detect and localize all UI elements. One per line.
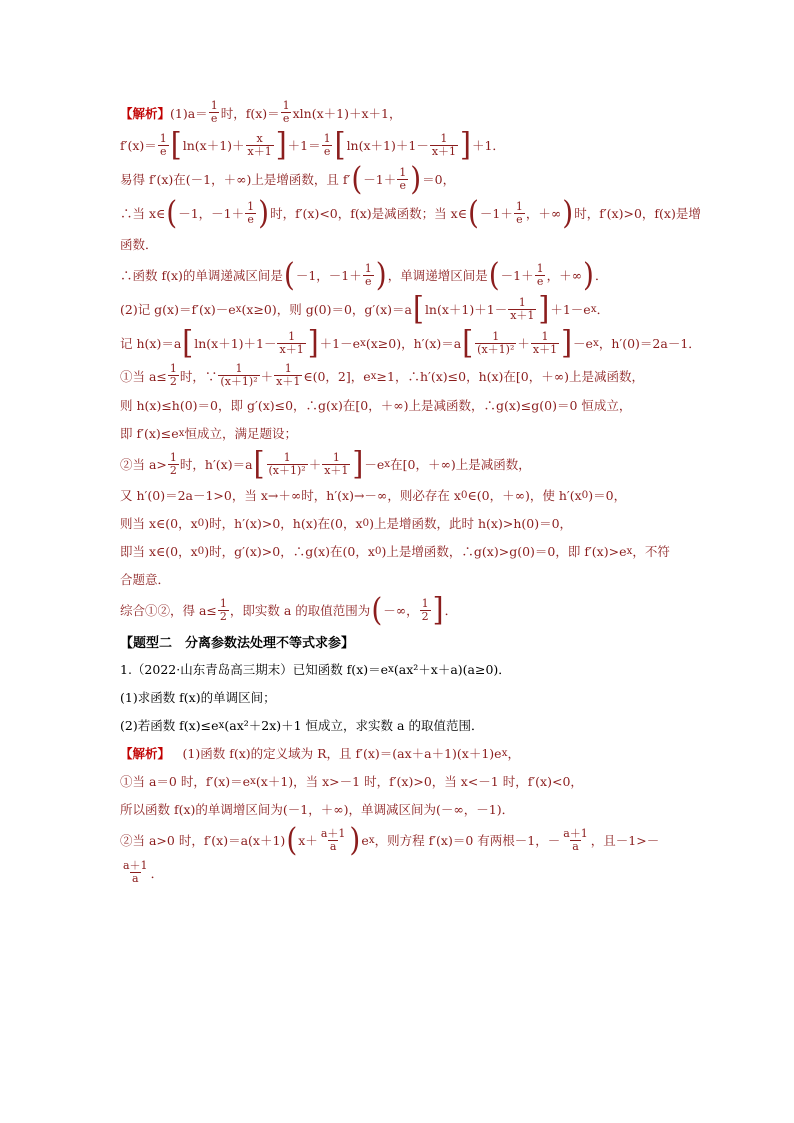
text: 易得 f′(x)在(－1，＋∞)上是增函数，且 f′ bbox=[120, 172, 351, 188]
superscript: x bbox=[218, 719, 225, 732]
fraction: $\frac{1}{e}$ bbox=[323, 131, 331, 158]
text: ∈(0，2]，e bbox=[303, 368, 371, 384]
text: ≥1，∴h′(x)≤0，h(x)在[0，＋∞)上是减函数， bbox=[376, 368, 645, 384]
superscript: x bbox=[359, 337, 366, 350]
text-line: ∴函数 f(x)的单调递减区间是 ( －1，－1＋ $\frac{1}{e}$ ) ，单调递增区间是 ( －1＋ $\frac{1}{e}$ ，＋∞ ) ． bbox=[120, 255, 608, 294]
text: )上是增函数，∴g(x)>g(0)＝0，即 f′(x)>e bbox=[381, 544, 627, 560]
text: ＋1－e bbox=[550, 302, 591, 318]
text: ，＋∞ bbox=[546, 268, 583, 284]
text-line bbox=[120, 540, 680, 562]
fraction: $\frac{1}{x+1}$ bbox=[532, 329, 558, 356]
text: (2)记 g(x)＝f′(x)－e bbox=[120, 302, 236, 318]
text-line bbox=[120, 100, 680, 125]
text: 恒成立，满足题设； bbox=[184, 426, 298, 442]
text: ②当 a>0 时，f′(x)＝a(x＋1) bbox=[120, 833, 286, 849]
question-line bbox=[120, 714, 680, 736]
fraction: $\frac{1}{\text{(x＋1)²}}$ bbox=[477, 329, 515, 356]
superscript: x bbox=[384, 458, 391, 471]
text: (ax²＋x＋a)(a≥0)． bbox=[393, 662, 511, 678]
text: 时，f′(x)<0，f(x)是减函数；当 x∈ bbox=[270, 206, 467, 222]
fraction: $\frac{1}{2}$ bbox=[219, 596, 227, 623]
fraction: $\frac{a+1}{a}$ bbox=[320, 826, 346, 853]
text: ∴当 x∈ bbox=[120, 206, 166, 222]
fraction: $\frac{1}{e}$ bbox=[159, 131, 167, 158]
text: ，h′(0)＝2a－1． bbox=[598, 336, 701, 352]
text-line bbox=[120, 394, 680, 416]
text-line bbox=[120, 770, 680, 792]
text-line bbox=[120, 422, 680, 444]
text-line bbox=[120, 484, 680, 506]
fraction: $\frac{1}{x+1}$ bbox=[276, 362, 301, 389]
text: －∞， bbox=[383, 603, 419, 619]
text: ，则方程 f′(x)＝0 有两根－1，－ bbox=[374, 833, 561, 849]
text: －e bbox=[364, 457, 385, 473]
text-line: 综合①②，得 a≤ $\frac{1}{2}$ ，即实数 a 的取值范围为 ( －∞， $\frac{1}{2}$ ] ． bbox=[120, 590, 458, 629]
text: ． bbox=[596, 302, 610, 318]
superscript: x bbox=[590, 303, 597, 316]
fraction: $\frac{1}{\text{(x＋1)²}}$ bbox=[220, 362, 258, 389]
analysis-tag: 【解析】 bbox=[120, 105, 171, 121]
subscript: 0 bbox=[362, 517, 370, 530]
fraction: $\frac{1}{x+1}$ bbox=[431, 131, 457, 158]
fraction: $\frac{1}{2}$ bbox=[169, 362, 177, 389]
text: 时，h′(x)＝a bbox=[179, 457, 253, 473]
text: 综合①②，得 a≤ bbox=[120, 603, 217, 619]
text: －e bbox=[573, 336, 593, 352]
text: (1)求函数 f(x)的单调区间； bbox=[120, 690, 276, 706]
fraction: $\frac{a+1}{a}$ bbox=[563, 826, 588, 853]
text-line bbox=[120, 568, 680, 590]
superscript: x bbox=[178, 427, 185, 440]
text: ln(x＋1)＋1－ bbox=[346, 138, 429, 154]
text: 即 f′(x)≤e bbox=[120, 426, 179, 442]
section-title bbox=[120, 630, 680, 652]
question-line bbox=[120, 686, 680, 708]
text: (x≥0)，则 g(0)＝0，g′(x)＝a bbox=[241, 302, 412, 318]
text: )上是增函数，此时 h(x)>h(0)＝0， bbox=[369, 516, 573, 532]
text: 即当 x∈(0，x bbox=[120, 544, 198, 560]
text: ＋1＝ bbox=[287, 138, 321, 154]
text: 则 h(x)≤h(0)＝0，即 g′(x)≤0，∴g(x)在[0，＋∞)上是减函数，∴g(x)≤g(0)＝0 恒成立， bbox=[120, 398, 632, 414]
text-line: ②当 a>0 时，f′(x)＝a(x＋1) ( x＋ $\frac{a+1}{a}$ ) e x ，则方程 f′(x)＝0 有两根－1，－ $\frac{a+1}{a}$ ，且－1>－ bbox=[120, 820, 660, 859]
text: ∴函数 f(x)的单调递减区间是 bbox=[120, 268, 283, 284]
subscript: 0 bbox=[581, 489, 589, 502]
superscript: x bbox=[626, 545, 633, 558]
text-line: 记 h(x)＝a [ ln(x＋1)＋1－ $\frac{1}{x+1}$ ] ＋1－e x (x≥0)，h′(x)＝a [ $\frac{1}{\text{(x＋1)²}}$ ＋ $\frac{1}{x+1}$ ] －e x ，h′(0)＝2a－1． bbox=[120, 323, 701, 362]
text: )时，g′(x)>0，∴g(x)在(0，x bbox=[204, 544, 375, 560]
fraction: $\frac{1}{2}$ bbox=[421, 596, 429, 623]
text: －1＋ bbox=[479, 206, 513, 222]
fraction: $\frac{x}{x+1}$ bbox=[247, 131, 272, 158]
text: )＝0， bbox=[588, 488, 627, 504]
fraction: $\frac{1}{x+1}$ bbox=[279, 329, 304, 356]
superscript: x bbox=[388, 663, 394, 676]
subscript: 0 bbox=[197, 517, 205, 530]
fraction: $\frac{1}{x+1}$ bbox=[510, 295, 535, 322]
superscript: x bbox=[592, 337, 599, 350]
text: 又 h′(0)＝2a－1>0，当 x→＋∞时，h′(x)→－∞，则必存在 x bbox=[120, 488, 461, 504]
text: ，单调递增区间是 bbox=[387, 268, 488, 284]
text: ，即实数 a 的取值范围为 bbox=[229, 603, 371, 619]
text: )时，h′(x)>0，h(x)在(0，x bbox=[204, 516, 363, 532]
text: ＝0， bbox=[422, 172, 456, 188]
text: (1)a＝ bbox=[170, 105, 208, 121]
superscript: x bbox=[235, 303, 242, 316]
text: ①当 a＝0 时，f′(x)＝e bbox=[120, 774, 251, 790]
text: －1，－1＋ bbox=[295, 268, 362, 284]
text: (ax²＋2x)＋1 恒成立，求实数 a 的取值范围． bbox=[224, 718, 484, 734]
text: 时，f′(x)>0，f(x)是增 bbox=[574, 206, 701, 222]
text-line: 易得 f′(x)在(－1，＋∞)上是增函数，且 f′ ( －1＋ $\frac{1}{e}$ ) ＝0， bbox=[120, 159, 456, 198]
text: ，不符 bbox=[632, 544, 670, 560]
text: －1＋ bbox=[500, 268, 534, 284]
subscript: 0 bbox=[460, 489, 468, 502]
text: ． bbox=[594, 268, 608, 284]
fraction: $\frac{1}{e}$ bbox=[536, 261, 544, 288]
fraction: $\frac{1}{\text{(x＋1)²}}$ bbox=[268, 450, 306, 477]
title-text: 【题型二 分离参数法处理不等式求参】 bbox=[120, 635, 355, 651]
text: ＋1－e bbox=[319, 336, 360, 352]
text: ． bbox=[444, 603, 458, 619]
text: 在[0，＋∞)上是减函数， bbox=[390, 457, 531, 473]
text: 函数． bbox=[120, 237, 158, 253]
text-line bbox=[120, 742, 680, 764]
text: 所以函数 f(x)的单调增区间为(－1，＋∞)，单调减区间为(－∞，－1)． bbox=[120, 802, 515, 818]
text: ＋ bbox=[308, 457, 322, 473]
text-line: ②当 a> $\frac{1}{2}$ 时，h′(x)＝a [ $\frac{1}{\text{(x＋1)²}}$ ＋ $\frac{1}{x+1}$ ] －e x 在[0，＋∞)上是减函数， bbox=[120, 444, 531, 483]
text-line bbox=[120, 363, 680, 388]
text-line: ∴当 x∈ ( －1，－1＋ $\frac{1}{e}$ ) 时，f′(x)<0，f(x)是减函数；当 x∈ ( －1＋ $\frac{1}{e}$ ，＋∞ ) 时，f′(x)>0，f(x)是增 bbox=[120, 193, 701, 232]
text: ＋1． bbox=[471, 138, 505, 154]
text: x＋ bbox=[298, 833, 318, 849]
text: 则当 x∈(0，x bbox=[120, 516, 198, 532]
fraction: $\frac{1}{x+1}$ bbox=[324, 450, 349, 477]
fraction: $\frac{1}{e}$ bbox=[282, 99, 290, 126]
text: (1)函数 f(x)的定义域为 R，且 f′(x)＝(ax＋a＋1)(x＋1)e bbox=[170, 746, 502, 762]
text: ②当 a> bbox=[120, 457, 167, 473]
text: ，且－1>－ bbox=[590, 833, 660, 849]
text-line: (2)记 g(x)＝f′(x)－e x (x≥0)，则 g(0)＝0，g′(x)＝a [ ln(x＋1)＋1－ $\frac{1}{x+1}$ ] ＋1－e x ． bbox=[120, 289, 610, 328]
text: xln(x＋1)＋x＋1， bbox=[292, 105, 402, 121]
text-line bbox=[120, 233, 680, 255]
text: －1，－1＋ bbox=[178, 206, 245, 222]
text: ln(x＋1)＋1－ bbox=[424, 302, 508, 318]
superscript: x bbox=[370, 369, 377, 382]
text: ． bbox=[150, 865, 164, 881]
text: (2)若函数 f(x)≤e bbox=[120, 718, 219, 734]
superscript: x bbox=[250, 775, 256, 788]
text: 时，f(x)＝ bbox=[220, 105, 280, 121]
text: f′(x)＝ bbox=[120, 138, 157, 154]
fraction: $\frac{1}{e}$ bbox=[210, 99, 218, 126]
document-content bbox=[120, 99, 701, 892]
text: ， bbox=[507, 746, 520, 762]
fraction: $\frac{1}{e}$ bbox=[399, 165, 407, 192]
text: 时，∵ bbox=[179, 368, 218, 384]
text: ，＋∞ bbox=[525, 206, 562, 222]
text: ＋ bbox=[517, 336, 530, 352]
text-line bbox=[120, 798, 680, 820]
superscript: x bbox=[501, 747, 508, 760]
fraction: $\frac{1}{e}$ bbox=[364, 261, 372, 288]
text: (x＋1)，当 x>－1 时，f′(x)>0，当 x<－1 时，f′(x)<0， bbox=[255, 774, 583, 790]
text: ∈(0，＋∞)，使 h′(x bbox=[467, 488, 582, 504]
question-line bbox=[120, 658, 680, 680]
text: e bbox=[361, 832, 369, 848]
fraction: $\frac{a+1}{a}$ bbox=[123, 859, 148, 886]
subscript: 0 bbox=[197, 545, 205, 558]
text: 记 h(x)＝a bbox=[120, 336, 182, 352]
text: (x≥0)，h′(x)＝a bbox=[365, 336, 462, 352]
text-line: f′(x)＝ $\frac{1}{e}$ [ ln(x＋1)＋ $\frac{x}{x+1}$ ] ＋1＝ $\frac{1}{e}$ [ ln(x＋1)＋1－ $\frac{1}{x+1}$ ] ＋1． bbox=[120, 125, 505, 164]
text: ①当 a≤ bbox=[120, 368, 167, 384]
text: ln(x＋1)＋1－ bbox=[194, 336, 277, 352]
subscript: 0 bbox=[374, 545, 382, 558]
text: 1.（2022·山东青岛高三期末）已知函数 f(x)＝e bbox=[120, 662, 389, 678]
fraction: $\frac{1}{e}$ bbox=[515, 199, 523, 226]
text-line bbox=[120, 860, 680, 885]
superscript: x bbox=[368, 834, 375, 847]
analysis-tag: 【解析】 bbox=[120, 746, 171, 762]
fraction: $\frac{1}{2}$ bbox=[169, 450, 177, 477]
text: ＋ bbox=[260, 368, 274, 384]
fraction: $\frac{1}{e}$ bbox=[247, 199, 255, 226]
text: ln(x＋1)＋ bbox=[182, 138, 245, 154]
text-line bbox=[120, 512, 680, 534]
text: －1＋ bbox=[363, 172, 397, 188]
text: 合题意． bbox=[120, 572, 171, 588]
